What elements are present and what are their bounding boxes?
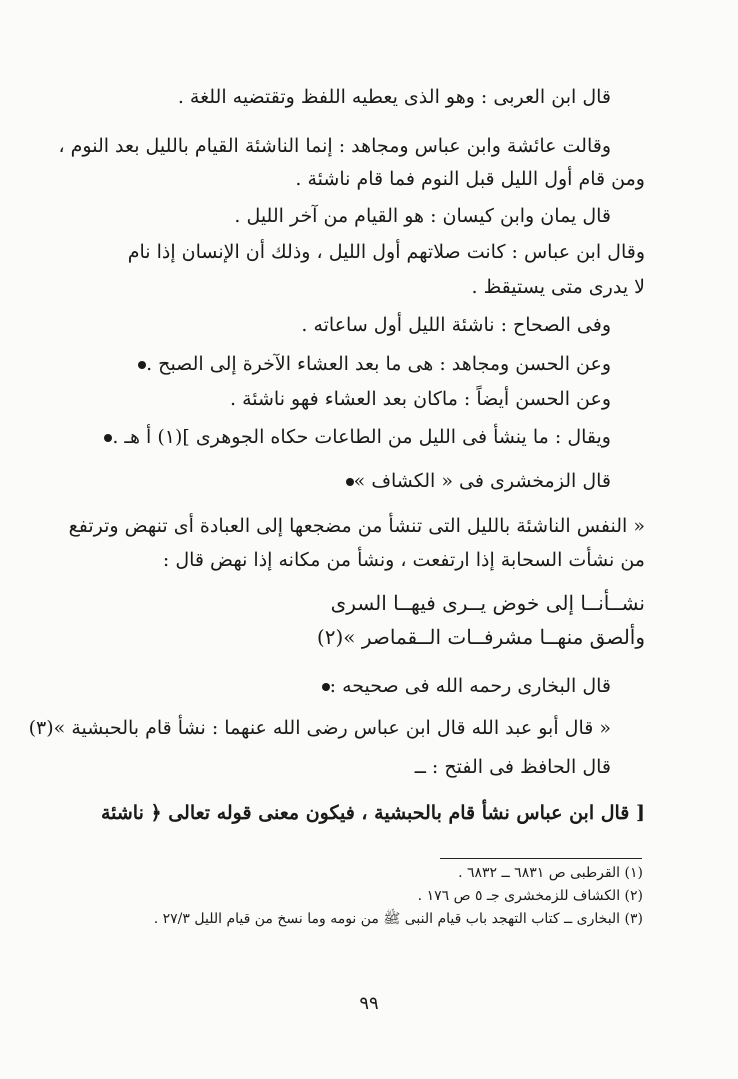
footnote-2: (٢) الكشاف للزمخشرى جـ ٥ ص ١٧٦ . (417, 888, 643, 904)
text-line-2: وقالت عائشة وابن عباس ومجاهد : إنما الناشئة القيام بالليل بعد النوم ، (58, 135, 611, 157)
text-line-8: وعن الحسن أيضاً : ماكان بعد العشاء فهو ناشئة . (229, 388, 611, 410)
text-line-6: لا يدرى متى يستيقظ . (471, 276, 645, 298)
text-line-11: « قال أبو عبد الله قال ابن عباس رضى الله عنهما : نشأ قام بالحبشية »(٣) (28, 717, 611, 739)
bullet-line-2: ويقال : ما ينشأ فى الليل من الطاعات حكاه الجوهرى ](١) أ هـ . (94, 422, 611, 452)
footnote-3: (٣) البخارى ــ كتاب التهجد باب قيام النبى ﷺ من نومه وما نسخ من قيام الليل ٢٧/٣ . (153, 911, 643, 927)
bullet-line-4: قال البخارى رحمه الله فى صحيحه : (312, 671, 611, 701)
text-line-5: وقال ابن عباس : كانت صلاتهم أول الليل ، وذلك أن الإنسان إذا نام (127, 241, 645, 263)
text-line-12: قال الحافظ فى الفتح : ــ (414, 756, 611, 778)
verse-line-2: وألصق منهــا مشرفــات الــقماصر »(٢) (316, 625, 645, 649)
text-line-9: « النفس الناشئة بالليل التى تنشأ من مضجعها إلى العبادة أى تنهض وترتفع (68, 515, 645, 537)
text-line-4: قال يمان وابن كيسان : هو القيام من آخر الليل . (234, 205, 611, 227)
text-line-7: وفى الصحاح : ناشئة الليل أول ساعاته . (301, 314, 611, 336)
page-number: ٩٩ (359, 993, 379, 1014)
text-line-13: [ قال ابن عباس نشأ قام بالحبشية ، فيكون معنى قوله تعالى ﴿ ناشئة (100, 802, 645, 824)
footnote-divider (440, 858, 642, 859)
bullet-line-3: قال الزمخشرى فى « الكشاف » (336, 466, 611, 496)
bullet-line-1: وعن الحسن ومجاهد : هى ما بعد العشاء الآخرة إلى الصبح . (128, 349, 611, 379)
text-line-3: ومن قام أول الليل قبل النوم فما قام ناشئة . (295, 168, 645, 190)
footnote-1: (١) القرطبى ص ٦٨٣١ ــ ٦٨٣٢ . (458, 865, 643, 881)
verse-line-1: نشــأنــا إلى خوض يــرى فيهــا السرى (330, 591, 645, 615)
text-line-1: قال ابن العربى : وهو الذى يعطيه اللفظ وتقتضيه اللغة . (177, 86, 611, 108)
text-line-10: من نشأت السحابة إذا ارتفعت ، ونشأ من مكانه إذا نهض قال : (162, 549, 645, 571)
